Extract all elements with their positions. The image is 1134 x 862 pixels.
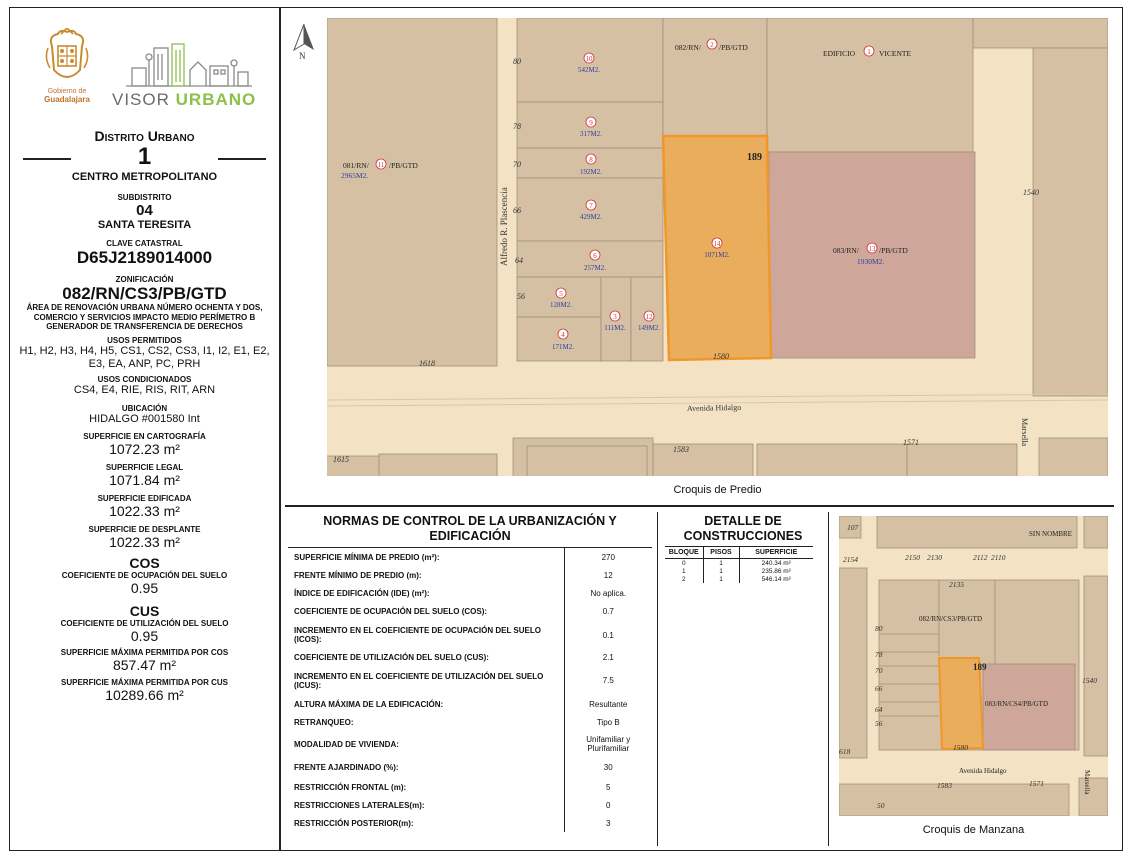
- sup-max-cos-label: SUPERFICIE MÁXIMA PERMITIDA POR COS: [60, 647, 229, 657]
- lot-area: 192M2.: [580, 168, 602, 176]
- lot-id: 2: [710, 41, 714, 49]
- lot-id: 12: [645, 313, 653, 321]
- lot-area: 257M2.: [584, 264, 606, 272]
- street-number: 1571: [903, 438, 919, 447]
- street-plascencia-label: Alfredo R. Plascencia: [499, 187, 509, 266]
- norm-key: SUPERFICIE MÍNIMA DE PREDIO (m²):: [288, 548, 564, 567]
- table-cell: 2: [665, 575, 703, 583]
- column-header: SUPERFICIE: [739, 547, 813, 559]
- column-header: BLOQUE: [665, 547, 703, 559]
- logo-area: [12, 10, 277, 120]
- norm-key: ALTURA MÁXIMA DE LA EDIFICACIÓN:: [288, 697, 564, 712]
- norm-value: 0: [606, 800, 611, 810]
- street-number: 1540: [1023, 188, 1039, 197]
- urbano-text: URBANO: [175, 90, 257, 109]
- street-number: 2154: [843, 555, 858, 564]
- zone-label: /PB/GTD: [389, 161, 418, 170]
- sup-max-cus-value: 10289.66 m²: [105, 686, 184, 703]
- norm-value: 12: [603, 571, 613, 580]
- sup-cartografia-value: 1072.23 m²: [109, 440, 180, 457]
- lot-id: 10: [585, 55, 593, 63]
- norm-value: 0.1: [602, 630, 614, 640]
- street-number: 1615: [333, 455, 349, 464]
- house-number: 56: [517, 292, 525, 301]
- table-cell: 1: [703, 567, 739, 575]
- table-row: [288, 620, 652, 650]
- norm-key: ÍNDICE DE EDIFICACIÓN (IDE) (m²):: [288, 584, 564, 602]
- lot-area: 149M2.: [638, 324, 660, 332]
- table-row: [288, 602, 652, 620]
- zonificacion-desc: ÁREA DE RENOVACIÓN URBANA NÚMERO OCHENTA Y DOS, COMERCIO Y SERVICIOS IMPACTO MEDIO PERÍMETRO B GENERADOR DE TRANSFERENCIA DE DERECHOS: [26, 303, 263, 331]
- street-number: 1540: [1082, 676, 1097, 685]
- lot-area: 171M2.: [552, 343, 574, 351]
- column-divider: [828, 512, 829, 846]
- norm-value: 5: [606, 782, 611, 792]
- table-row: [288, 796, 652, 814]
- table-row: [665, 575, 813, 583]
- horizontal-divider: [285, 505, 1114, 507]
- table-cell: 0: [665, 559, 703, 568]
- lot-id: 4: [561, 331, 565, 339]
- croquis-predio-caption: Croquis de Predio: [673, 484, 762, 496]
- info-panel: [12, 10, 277, 848]
- street-marsella-label: Marsella: [1083, 770, 1091, 795]
- house-number: 78: [513, 122, 521, 131]
- building-label: EDIFICIO: [823, 49, 856, 58]
- cus-value: 0.95: [130, 627, 159, 644]
- table-row: [288, 567, 652, 584]
- column-header: PISOS: [703, 547, 739, 559]
- sup-max-cus-label: SUPERFICIE MÁXIMA PERMITIDA POR CUS: [61, 677, 228, 687]
- lot-id: 14: [713, 240, 721, 248]
- predio-map-svg: [327, 18, 1108, 476]
- norm-value: Tipo B: [596, 717, 620, 727]
- cos-label: COEFICIENTE DE OCUPACIÓN DEL SUELO: [61, 570, 228, 580]
- street-hidalgo-label: Avenida Hidalgo: [686, 402, 742, 413]
- table-cell: 1: [703, 559, 739, 568]
- clave-value: D65J2189014000: [76, 248, 213, 267]
- street-number: 2135: [949, 580, 964, 589]
- subdistrito-name: SANTA TERESITA: [97, 219, 192, 231]
- house-number: 64: [875, 705, 883, 714]
- usos-permitidos-label: USOS PERMITIDOS: [107, 335, 182, 345]
- street-number: 107: [847, 523, 859, 532]
- city-skyline-icon: [124, 40, 254, 92]
- lot-id: 5: [559, 290, 563, 298]
- street-hidalgo-label: Avenida Hidalgo: [959, 767, 1007, 775]
- subdistrito-number: 04: [136, 202, 153, 219]
- zone-label: 083/RN/: [833, 246, 859, 255]
- table-cell: 1: [703, 575, 739, 583]
- parcel-neighbor: [769, 152, 975, 358]
- lot-id: 6: [593, 252, 597, 260]
- guadalajara-seal-icon: [44, 28, 90, 86]
- house-number: 66: [875, 684, 883, 693]
- sup-cartografia-label: SUPERFICIE EN CARTOGRAFÍA: [83, 431, 206, 441]
- street-number: 1571: [1029, 779, 1044, 788]
- lot-id: 1: [867, 48, 871, 56]
- street-number: 2130: [927, 553, 942, 562]
- croquis-predio-map[interactable]: [327, 18, 1108, 476]
- norm-value: 7.5: [602, 676, 614, 685]
- building-label: VICENTE: [879, 49, 912, 58]
- street-number: 2110: [991, 553, 1006, 562]
- norm-key: RESTRICCIÓN POSTERIOR(m):: [288, 814, 564, 832]
- street-number: 50: [877, 801, 885, 810]
- cos-value: 0.95: [130, 579, 159, 596]
- street-marsella-label: Marsella: [1020, 418, 1029, 446]
- house-number: 80: [875, 624, 883, 633]
- norm-value: No aplica.: [590, 588, 627, 598]
- road-line: [327, 394, 1108, 400]
- distrito-name: CENTRO METROPOLITANO: [71, 171, 218, 183]
- detalle-table: [665, 546, 813, 583]
- zone-label: 081/RN/: [343, 161, 369, 170]
- detalle-title: DETALLE DE CONSTRUCCIONES: [683, 514, 803, 543]
- sup-edificada-value: 1022.33 m²: [109, 502, 180, 519]
- lot-id: 8: [589, 156, 593, 164]
- street-number: 1580: [953, 743, 968, 752]
- sup-max-cos-value: 857.47 m²: [112, 656, 177, 673]
- house-number: 64: [515, 256, 523, 265]
- table-cell: 546.14 m²: [761, 575, 791, 583]
- lot-area: 1071M2.: [704, 251, 730, 259]
- cos-title: COS: [129, 554, 160, 571]
- lot-area: 429M2.: [580, 213, 602, 221]
- block-number: 189: [973, 662, 987, 672]
- norm-key: INCREMENTO EN EL COEFICIENTE DE UTILIZACIÓN DEL SUELO (ICUS):: [288, 664, 564, 697]
- table-row: [288, 584, 652, 602]
- sup-desplante-label: SUPERFICIE DE DESPLANTE: [88, 524, 201, 534]
- parcel-west: [327, 18, 497, 366]
- cus-title: CUS: [129, 602, 160, 619]
- house-number: 56: [875, 719, 883, 728]
- lot-id: 9: [589, 119, 593, 127]
- zone-label: /PB/GTD: [879, 246, 908, 255]
- street-number: 1583: [673, 445, 689, 454]
- vertical-divider: [279, 7, 281, 851]
- street-number: 2150: [905, 553, 920, 562]
- south-blocks: [327, 438, 1108, 476]
- table-cell: 240.34 m²: [761, 559, 791, 567]
- clave-label: CLAVE CATASTRAL: [106, 239, 183, 248]
- street-number: 1583: [937, 781, 952, 790]
- divider-line: [218, 158, 266, 160]
- table-row: [288, 778, 652, 796]
- cus-label: COEFICIENTE DE UTILIZACIÓN DEL SUELO: [60, 618, 229, 628]
- house-number: 80: [513, 57, 521, 66]
- norm-key: FRENTE MÍNIMO DE PREDIO (m):: [288, 567, 564, 584]
- sup-legal-label: SUPERFICIE LEGAL: [105, 462, 184, 472]
- norm-key: INCREMENTO EN EL COEFICIENTE DE OCUPACIÓN DEL SUELO (ICOS):: [288, 620, 564, 650]
- zone-label: /PB/GTD: [719, 43, 748, 52]
- house-number: 70: [875, 666, 883, 675]
- lot-area-label: 2965M2.: [341, 171, 369, 180]
- street-number: 1580: [713, 352, 729, 361]
- normas-title: NORMAS DE CONTROL DE LA URBANIZACIÓN Y EDIFICACIÓN: [288, 514, 652, 548]
- lot-id: 7: [589, 202, 593, 210]
- street-label: SIN NOMBRE: [1029, 530, 1072, 538]
- norm-value: 270: [601, 553, 615, 562]
- zonificacion-label: ZONIFICACIÓN: [115, 275, 174, 284]
- gov-small-text: Gobierno de: [47, 88, 87, 95]
- norm-value: 0.7: [602, 606, 614, 616]
- sup-desplante-value: 1022.33 m²: [109, 533, 180, 550]
- street-number: 2112: [973, 553, 988, 562]
- house-number: 66: [513, 206, 521, 215]
- norm-key: COEFICIENTE DE UTILIZACIÓN DEL SUELO (CUS):: [288, 650, 564, 664]
- usos-condicionados-value: CS4, E4, RIE, RIS, RIT, ARN: [73, 383, 216, 396]
- norm-key: RESTRICCIONES LATERALES(m):: [288, 796, 564, 814]
- table-row: [288, 697, 652, 712]
- ubicacion-value: HIDALGO #001580 Int: [89, 412, 200, 425]
- north-arrow-icon: [290, 22, 318, 60]
- table-row: [288, 756, 652, 778]
- detalle-section: [663, 514, 823, 583]
- lot-area: 128M2.: [550, 301, 572, 309]
- norm-key: FRENTE AJARDINADO (%):: [288, 756, 564, 778]
- street-number: 618: [839, 747, 851, 756]
- sup-legal-value: 1071.84 m²: [109, 471, 180, 488]
- north-label: N: [299, 51, 306, 60]
- zone-label: 083/RN/CS4/PB/GTD: [985, 700, 1049, 708]
- table-cell: 235.86 m²: [761, 567, 791, 575]
- zone-label: 082/RN/CS3/PB/GTD: [919, 615, 983, 623]
- gov-city-text: Guadalajara: [44, 95, 90, 104]
- subdistrito-label: SUBDISTRITO: [117, 193, 172, 202]
- lot-id: 13: [868, 245, 876, 253]
- table-row: [288, 712, 652, 732]
- lot-area: 542M2.: [578, 66, 600, 74]
- sup-edificada-label: SUPERFICIE EDIFICADA: [97, 493, 192, 503]
- zone-label: 082/RN/: [675, 43, 701, 52]
- lot-id: 11: [377, 161, 385, 169]
- house-number: 70: [513, 160, 521, 169]
- table-header-row: [665, 547, 813, 559]
- usos-condicionados-label: USOS CONDICIONADOS: [97, 374, 192, 384]
- norm-value: 2.1: [602, 652, 614, 662]
- lot-area: 317M2.: [580, 130, 602, 138]
- croquis-manzana-map[interactable]: [839, 516, 1108, 816]
- norm-key: COEFICIENTE DE OCUPACIÓN DEL SUELO (COS):: [288, 602, 564, 620]
- street-number: 1618: [419, 359, 435, 368]
- block-number: 189: [747, 152, 762, 163]
- table-row: [288, 650, 652, 664]
- lot-area: 111M2.: [604, 324, 626, 332]
- zonificacion-value: 082/RN/CS3/PB/GTD: [62, 284, 227, 303]
- table-cell: 1: [665, 567, 703, 575]
- normas-table: [288, 548, 652, 832]
- visor-text: VISOR: [112, 90, 170, 109]
- manzana-map-svg: [839, 516, 1108, 816]
- table-row: [288, 548, 652, 567]
- divider-line: [23, 158, 71, 160]
- norm-value: 3: [606, 818, 611, 828]
- normas-section: [288, 514, 652, 832]
- table-row: [288, 664, 652, 697]
- table-row: [288, 732, 652, 756]
- distrito-title: Distrito Urbano: [94, 128, 195, 144]
- norm-key: MODALIDAD DE VIVIENDA:: [288, 732, 564, 756]
- table-row: [665, 559, 813, 568]
- usos-permitidos-value: H1, H2, H3, H4, H5, CS1, CS2, CS3, I1, I2, E1, E2, E3, EA, ANP, PC, PRH: [19, 344, 270, 370]
- distrito-number-row: [12, 144, 277, 170]
- norm-key: RESTRICCIÓN FRONTAL (m):: [288, 778, 564, 796]
- croquis-manzana-caption: Croquis de Manzana: [922, 824, 1025, 836]
- visor-urbano-logo: [112, 90, 256, 110]
- table-row: [288, 814, 652, 832]
- house-number: 78: [875, 650, 883, 659]
- norm-value: 30: [603, 762, 613, 772]
- lot-area-label: 1930M2.: [857, 257, 885, 266]
- gov-logo-text: [30, 88, 104, 104]
- ubicacion-label: UBICACIÓN: [121, 403, 168, 413]
- table-row: [665, 567, 813, 575]
- distrito-number: 1: [137, 143, 152, 170]
- lot-id: 3: [613, 313, 617, 321]
- norm-value: Unifamiliar y Plurifamiliar: [586, 735, 631, 753]
- column-divider: [657, 512, 658, 846]
- norm-value: Resultante: [589, 700, 628, 709]
- norm-key: RETRANQUEO:: [288, 712, 564, 732]
